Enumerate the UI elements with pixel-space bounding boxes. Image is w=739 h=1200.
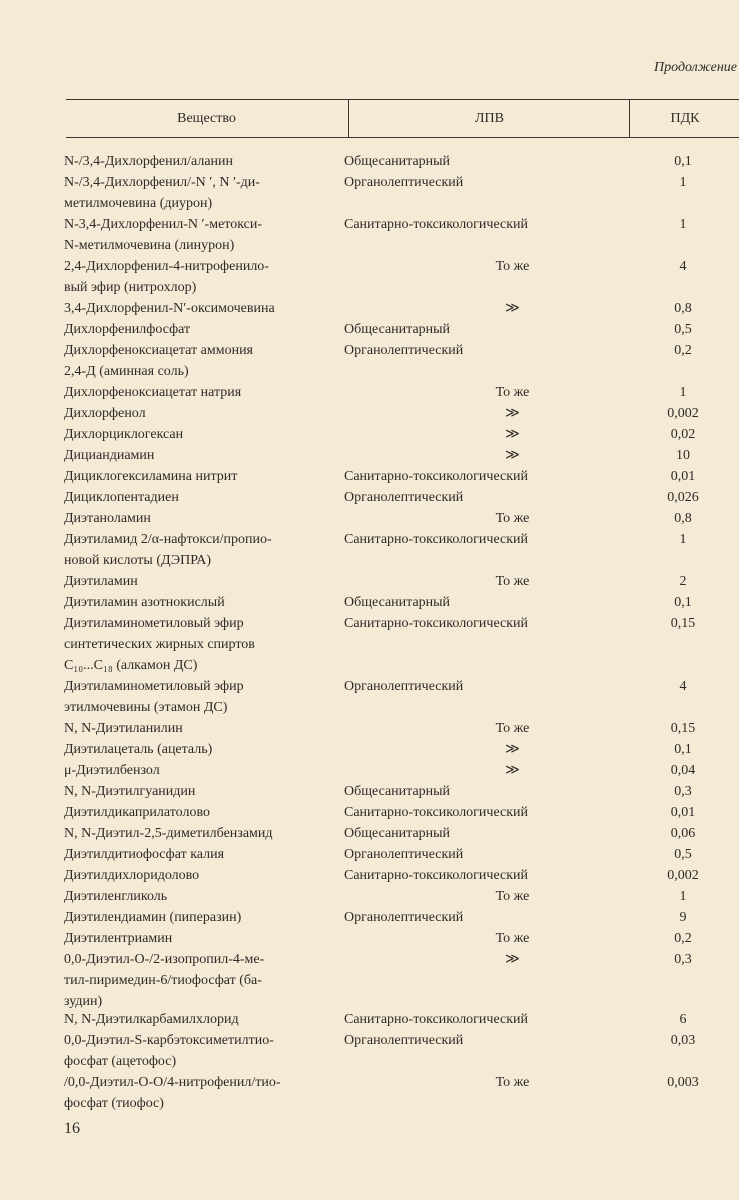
substance-line: /0,0-Диэтил-O-O/4-нитрофенил/тио- xyxy=(64,1075,281,1090)
substance-line: тил-пиримедин-6/тиофосфат (ба- xyxy=(64,973,262,988)
lpv-cell: Санитарно-токсикологический xyxy=(344,1012,529,1027)
substance-line: μ-Диэтилбензол xyxy=(64,763,160,778)
header-pdk: ПДК xyxy=(629,100,739,137)
substance-line: зудин) xyxy=(64,994,103,1009)
header-substance: Вещество xyxy=(177,111,236,126)
continuation-label: Продолжение xyxy=(654,60,737,75)
lpv-cell: Органолептический xyxy=(344,1033,464,1048)
pdk-cell: 2 xyxy=(679,574,687,589)
lpv-cell: То же xyxy=(495,1075,530,1090)
pdk-cell: 0,8 xyxy=(674,511,692,526)
substance-cell xyxy=(64,844,339,865)
substance-line: Диэтиламинометиловый эфир xyxy=(64,616,244,631)
lpv-cell: Общесанитарный xyxy=(344,595,451,610)
substance-line: 2,4-Дихлорфенил-4-нитрофенило- xyxy=(64,259,269,274)
lpv-cell: То же xyxy=(495,574,530,589)
lpv-cell: ≫ xyxy=(505,301,520,316)
substance-cell xyxy=(64,445,339,466)
substance-line: N-3,4-Дихлорфенил-N ′-метокси- xyxy=(64,217,263,232)
pdk-cell: 0,5 xyxy=(674,847,692,862)
substance-cell xyxy=(64,508,339,529)
substance-line: Диэтиламинометиловый эфир xyxy=(64,679,244,694)
substance-cell xyxy=(64,340,339,382)
substance-line: Диэтиленгликоль xyxy=(64,889,168,904)
substance-line: 3,4-Дихлорфенил-N′-оксимочевина xyxy=(64,301,275,316)
pdk-cell: 0,06 xyxy=(670,826,696,841)
substance-cell xyxy=(64,424,339,445)
substance-cell xyxy=(64,298,339,319)
substance-cell xyxy=(64,718,339,739)
lpv-cell: Органолептический xyxy=(344,343,464,358)
substance-cell xyxy=(64,907,339,928)
substance-line: Дихлорфенол xyxy=(64,406,146,421)
lpv-cell: ≫ xyxy=(505,448,520,463)
substance-line: N-/3,4-Дихлорфенил/аланин xyxy=(64,154,234,169)
pdk-cell: 0,15 xyxy=(670,616,696,631)
substance-cell xyxy=(64,571,339,592)
pdk-cell: 0,2 xyxy=(674,343,692,358)
pdk-cell: 0,003 xyxy=(667,1075,699,1090)
substance-cell xyxy=(64,928,339,949)
substance-line: Диэтаноламин xyxy=(64,511,151,526)
lpv-cell: То же xyxy=(495,931,530,946)
substance-cell xyxy=(64,781,339,802)
pdk-cell: 1 xyxy=(679,532,687,547)
substance-line: Дициклогексиламина нитрит xyxy=(64,469,238,484)
substance-cell xyxy=(64,760,339,781)
pdk-cell: 1 xyxy=(679,175,687,190)
substance-line: N, N-Диэтил-2,5-диметилбензамид xyxy=(64,826,273,841)
pdk-cell: 1 xyxy=(679,385,687,400)
pdk-cell: 0,01 xyxy=(670,469,696,484)
pdk-cell: 4 xyxy=(679,259,687,274)
substance-cell xyxy=(64,403,339,424)
lpv-cell: Органолептический xyxy=(344,847,464,862)
lpv-cell: То же xyxy=(495,259,530,274)
substance-line: C₁₀...C₁₈ (алкамон ДС) xyxy=(64,658,198,673)
header-lpv: ЛПВ xyxy=(348,100,630,137)
pdk-cell: 6 xyxy=(679,1012,687,1027)
substance-line: фосфат (ацетофос) xyxy=(64,1054,177,1069)
substance-line: Дициклопентадиен xyxy=(64,490,179,505)
substance-cell xyxy=(64,214,339,256)
pdk-cell: 0,002 xyxy=(667,406,699,421)
lpv-cell: Санитарно-токсикологический xyxy=(344,616,529,631)
substance-line: Дихлорциклогексан xyxy=(64,427,184,442)
lpv-cell: Санитарно-токсикологический xyxy=(344,805,529,820)
substance-cell xyxy=(64,949,339,1012)
substance-line: метилмочевина (диурон) xyxy=(64,196,213,211)
table-header xyxy=(66,99,739,138)
substance-line: Дихлорфенилфосфат xyxy=(64,322,191,337)
pdk-cell: 0,03 xyxy=(670,1033,696,1048)
substance-line: Диэтилдикаприлатолово xyxy=(64,805,210,820)
pdk-cell: 4 xyxy=(679,679,687,694)
lpv-cell: Санитарно-токсикологический xyxy=(344,868,529,883)
lpv-cell: Общесанитарный xyxy=(344,826,451,841)
substance-line: Диэтилдитиофосфат калия xyxy=(64,847,225,862)
substance-cell xyxy=(64,382,339,403)
substance-cell xyxy=(64,802,339,823)
substance-line: Диэтиламин xyxy=(64,574,138,589)
pdk-cell: 0,1 xyxy=(674,595,692,610)
lpv-cell: Санитарно-токсикологический xyxy=(344,217,529,232)
substance-cell xyxy=(64,676,339,718)
lpv-cell: ≫ xyxy=(505,427,520,442)
lpv-cell: ≫ xyxy=(505,763,520,778)
lpv-cell: Органолептический xyxy=(344,490,464,505)
substance-cell xyxy=(64,256,339,298)
substance-cell xyxy=(64,613,339,676)
substance-line: 0,0-Диэтил-S-карбэтоксиметилтио- xyxy=(64,1033,274,1048)
substance-line: Дициандиамин xyxy=(64,448,155,463)
lpv-cell: То же xyxy=(495,721,530,736)
pdk-cell: 0,04 xyxy=(670,763,696,778)
pdk-cell: 0,15 xyxy=(670,721,696,736)
pdk-cell: 0,8 xyxy=(674,301,692,316)
substance-cell xyxy=(64,865,339,886)
pdk-cell: 0,5 xyxy=(674,322,692,337)
substance-cell xyxy=(64,319,339,340)
lpv-cell: Органолептический xyxy=(344,910,464,925)
substance-line: 2,4-Д (аминная соль) xyxy=(64,364,189,379)
lpv-cell: Органолептический xyxy=(344,679,464,694)
pdk-cell: 9 xyxy=(679,910,687,925)
lpv-cell: Органолептический xyxy=(344,175,464,190)
substance-cell xyxy=(64,1072,339,1114)
substance-cell xyxy=(64,529,339,571)
substance-cell xyxy=(64,487,339,508)
substance-cell xyxy=(64,172,339,214)
substance-cell xyxy=(64,739,339,760)
lpv-cell: ≫ xyxy=(505,406,520,421)
lpv-cell: То же xyxy=(495,889,530,904)
substance-line: Диэтилендиамин (пиперазин) xyxy=(64,910,242,925)
substance-line: вый эфир (нитрохлор) xyxy=(64,280,197,295)
lpv-cell: Санитарно-токсикологический xyxy=(344,532,529,547)
lpv-cell: То же xyxy=(495,385,530,400)
pdk-cell: 1 xyxy=(679,217,687,232)
page-number: 16 xyxy=(64,1120,80,1137)
pdk-cell: 0,02 xyxy=(670,427,696,442)
pdk-cell: 0,01 xyxy=(670,805,696,820)
substance-line: N, N-Диэтилкарбамилхлорид xyxy=(64,1012,239,1027)
substance-line: N, N-Диэтиланилин xyxy=(64,721,183,736)
substance-line: этилмочевины (этамон ДС) xyxy=(64,700,228,715)
pdk-cell: 0,3 xyxy=(674,784,692,799)
substance-cell xyxy=(64,1009,339,1030)
pdk-cell: 0,3 xyxy=(674,952,692,967)
substance-line: Диэтилацеталь (ацеталь) xyxy=(64,742,213,757)
substance-line: Диэтиламид 2/α-нафтокси/пропио- xyxy=(64,532,272,547)
pdk-cell: 0,002 xyxy=(667,868,699,883)
substance-cell xyxy=(64,1030,339,1072)
lpv-cell: ≫ xyxy=(505,742,520,757)
substance-cell xyxy=(64,886,339,907)
substance-line: N-/3,4-Дихлорфенил/-N ′, N ′-ди- xyxy=(64,175,260,190)
substance-cell xyxy=(64,151,339,172)
substance-cell xyxy=(64,823,339,844)
pdk-cell: 0,2 xyxy=(674,931,692,946)
pdk-cell: 1 xyxy=(679,889,687,904)
lpv-cell: Общесанитарный xyxy=(344,154,451,169)
substance-line: Дихлорфеноксиацетат аммония xyxy=(64,343,253,358)
substance-line: Диэтиламин азотнокислый xyxy=(64,595,225,610)
pdk-cell: 0,1 xyxy=(674,742,692,757)
substance-cell xyxy=(64,466,339,487)
substance-line: Дихлорфеноксиацетат натрия xyxy=(64,385,242,400)
substance-line: синтетических жирных спиртов xyxy=(64,637,255,652)
substance-line: фосфат (тиофос) xyxy=(64,1096,164,1111)
substance-line: 0,0-Диэтил-O-/2-изопропил-4-ме- xyxy=(64,952,265,967)
pdk-cell: 0,1 xyxy=(674,154,692,169)
lpv-cell: ≫ xyxy=(505,952,520,967)
lpv-cell: То же xyxy=(495,511,530,526)
pdk-cell: 0,026 xyxy=(667,490,699,505)
pdk-cell: 10 xyxy=(676,448,690,463)
lpv-cell: Общесанитарный xyxy=(344,322,451,337)
substance-cell xyxy=(64,592,339,613)
substance-line: Диэтилдихлоридолово xyxy=(64,868,200,883)
lpv-cell: Санитарно-токсикологический xyxy=(344,469,529,484)
substance-line: N, N-Диэтилгуанидин xyxy=(64,784,196,799)
substance-line: N-метилмочевина (линурон) xyxy=(64,238,235,253)
lpv-cell: Общесанитарный xyxy=(344,784,451,799)
substance-line: новой кислоты (ДЭПРА) xyxy=(64,553,212,568)
substance-line: Диэтилентриамин xyxy=(64,931,173,946)
